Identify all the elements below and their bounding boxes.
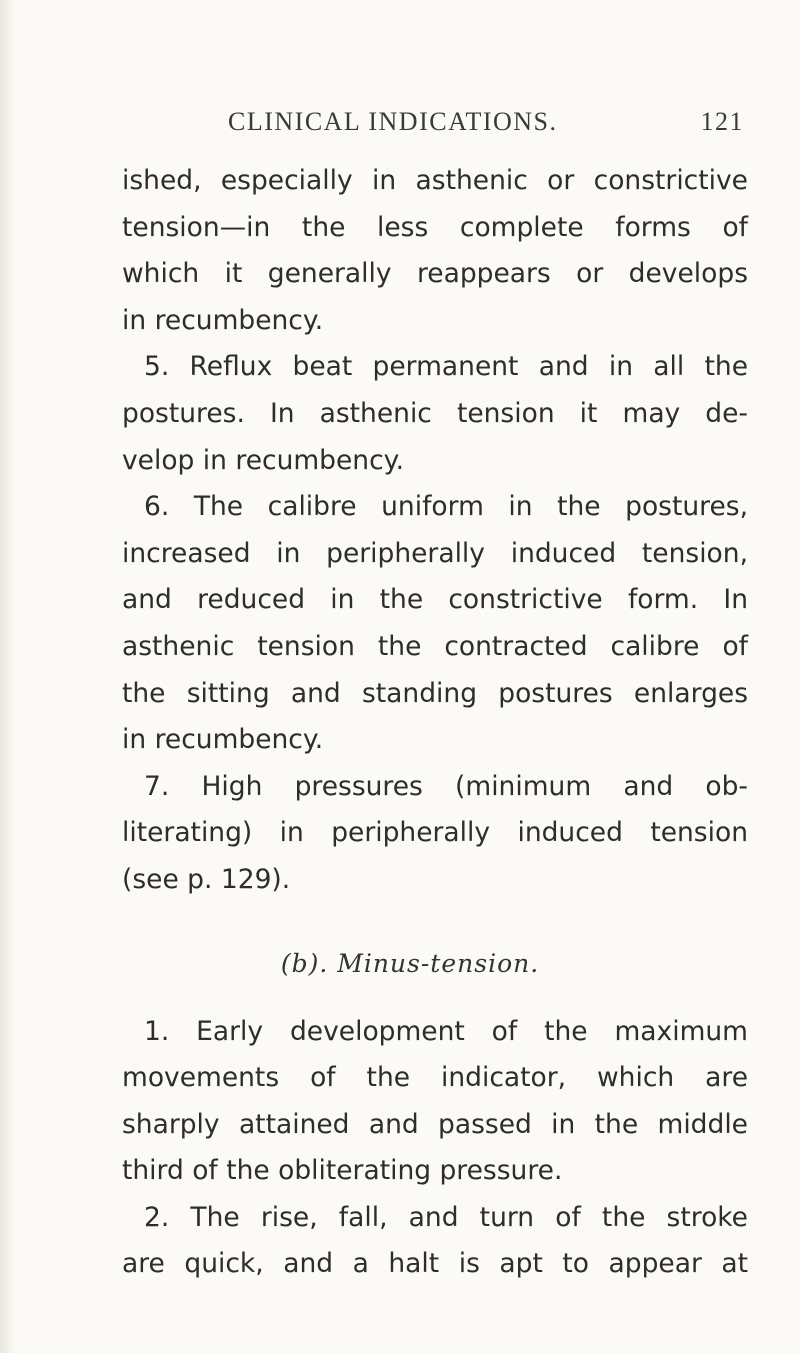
text-line: in recumbency. <box>122 724 324 756</box>
text-line: postures. In asthenic tension it may de- <box>122 397 748 429</box>
body-text <box>122 158 748 1288</box>
text-line: movements of the indicator, which are <box>122 1062 748 1094</box>
text-line: and reduced in the constrictive form. In <box>122 584 748 616</box>
page-number: 121 <box>700 107 744 136</box>
text-line: asthenic tension the contracted calibre of <box>122 630 748 662</box>
text-line: 7. High pressures (minimum and ob- <box>144 770 748 802</box>
text-line: increased in peripherally induced tension, <box>122 537 748 569</box>
section-heading: (b). Minus-tension. <box>280 948 540 978</box>
text-line: ished, especially in asthenic or constrictive <box>122 165 748 196</box>
text-line: the sitting and standing postures enlarges <box>122 677 748 709</box>
text-line: 6. The calibre uniform in the postures, <box>144 491 748 523</box>
text-line: in recumbency. <box>122 304 324 336</box>
text-line: 2. The rise, fall, and turn of the stroke <box>144 1201 748 1233</box>
text-line: tension—in the less complete forms of <box>122 211 748 243</box>
text-line: are quick, and a halt is apt to appear at <box>122 1248 748 1280</box>
section-gap <box>122 987 748 1009</box>
text-line: third of the obliterating pressure. <box>122 1155 563 1187</box>
text-line <box>122 1009 748 1056</box>
text-line: which it generally reappears or develops <box>122 258 748 290</box>
text-line-content: 1. Early development of the maximum <box>144 1015 748 1047</box>
text-line: sharply attained and passed in the middle <box>122 1108 748 1140</box>
text-line: velop in recumbency. <box>122 444 405 476</box>
text-line: (see p. 129). <box>122 863 291 895</box>
text-line: 5. Reflux beat permanent and in all the <box>144 351 748 383</box>
running-head <box>228 107 744 141</box>
section-gap <box>122 904 748 941</box>
page-edge-shadow <box>0 0 16 1353</box>
text-line: literating) in peripherally induced tension <box>122 817 748 849</box>
running-head-title: CLINICAL INDICATIONS. <box>228 107 558 136</box>
